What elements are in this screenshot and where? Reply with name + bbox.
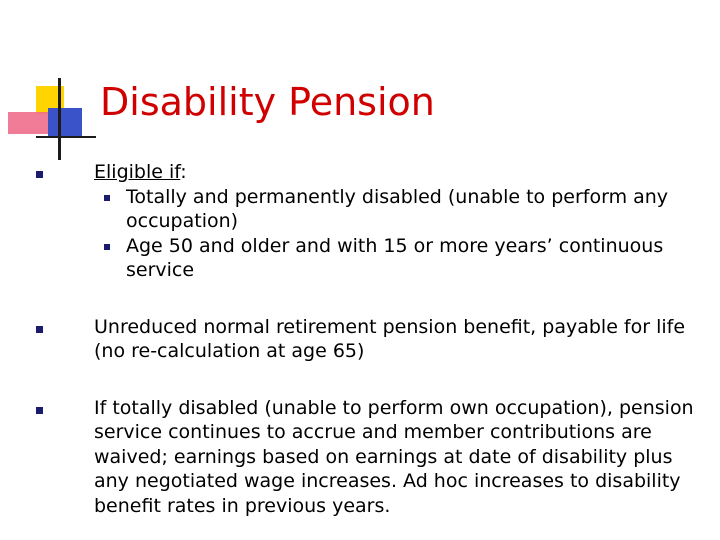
square-bullet-icon [104, 244, 110, 250]
sub-item-text: Age 50 and older and with 15 or more years’ continuous service [126, 234, 664, 281]
sub-item-text: Totally and permanently disabled (unable to perform any occupation) [126, 185, 669, 232]
bullet-unreduced-pension [36, 315, 696, 364]
square-bullet-icon [104, 195, 110, 201]
square-bullet-icon [36, 171, 43, 178]
logo-horizontal-line [36, 136, 96, 138]
bullet-disability-service [36, 396, 696, 519]
eligible-colon: : [180, 161, 187, 183]
slide-content [36, 160, 696, 518]
square-bullet-icon [36, 326, 43, 333]
sub-item [94, 234, 696, 283]
logo-blue-square [48, 108, 82, 138]
logo-vertical-line [58, 78, 61, 160]
sub-list [94, 185, 696, 283]
bullet-text [94, 160, 696, 283]
square-bullet-icon [36, 407, 43, 414]
decorative-logo [0, 70, 110, 165]
bullet-eligibility [36, 160, 696, 283]
bullet-text: Unreduced normal retirement pension benefit, payable for life (no re-calculation at age 65) [94, 315, 686, 362]
sub-item [94, 185, 696, 234]
slide-title: Disability Pension [100, 80, 435, 124]
bullet-text: If totally disabled (unable to perform own occupation), pension service continues to accrue and member contributions are waived; earnings based on earnings at date of disability plus any negotiated wage increases. Ad hoc increases to disability benefit rates in previous years. [94, 396, 694, 517]
eligible-label: Eligible if [94, 161, 181, 183]
